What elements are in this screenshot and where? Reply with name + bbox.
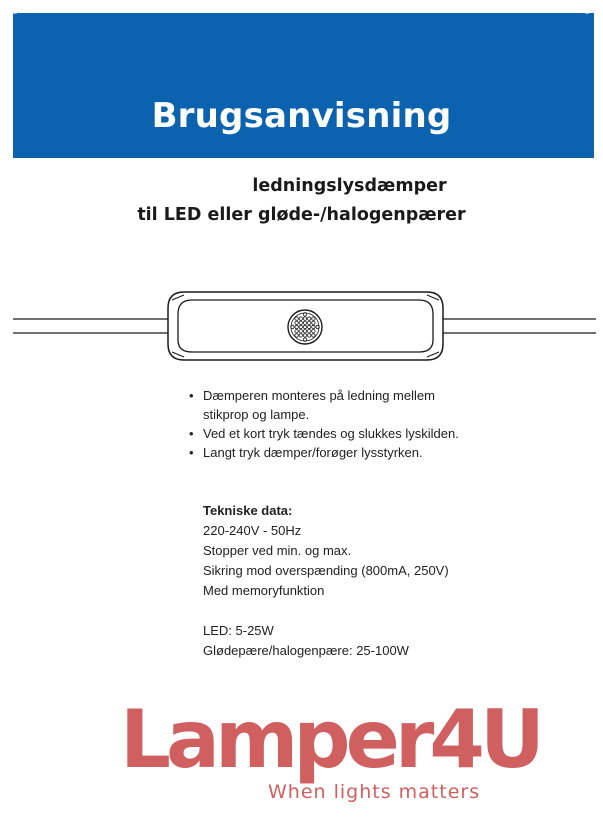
crop-mark <box>13 13 17 18</box>
product-description: til LED eller gløde-/halogenpærer <box>137 205 466 225</box>
bullet-text: Ved et kort tryk tændes og slukkes lyskilden. <box>203 426 459 441</box>
spec-stopper: Stopper ved min. og max. <box>203 543 352 558</box>
spec-led: LED: 5-25W <box>203 623 274 638</box>
page-title: Brugsanvisning <box>151 96 452 136</box>
bullet-text: Langt tryk dæmper/forøger lysstyrken. <box>203 445 423 460</box>
title-banner <box>13 13 594 158</box>
spec-halogen: Glødepære/halogenpære: 25-100W <box>203 643 409 658</box>
dimmer-button-icon <box>288 310 322 344</box>
brand-tagline: When lights matters <box>268 781 481 803</box>
bullet-text: Dæmperen monteres på ledning mellem <box>203 388 435 403</box>
technical-heading: Tekniske data: <box>203 503 293 518</box>
cable-right <box>432 319 596 333</box>
spec-voltage: 220-240V - 50Hz <box>203 523 302 538</box>
list-item <box>189 386 509 424</box>
spec-fuse: Sikring mod overspænding (800mA, 250V) <box>203 563 449 578</box>
usage-list <box>189 386 509 462</box>
list-item <box>189 443 509 462</box>
crop-mark <box>585 13 589 18</box>
spec-memory: Med memoryfunktion <box>203 583 325 598</box>
cable-left <box>13 319 172 333</box>
dimmer-illustration <box>0 286 603 366</box>
technical-data <box>203 501 533 661</box>
product-name: ledningslysdæmper <box>252 176 447 196</box>
brand-logo: Lamper4U <box>120 693 540 786</box>
list-item <box>189 424 509 443</box>
bullet-text: stikprop og lampe. <box>203 407 310 422</box>
